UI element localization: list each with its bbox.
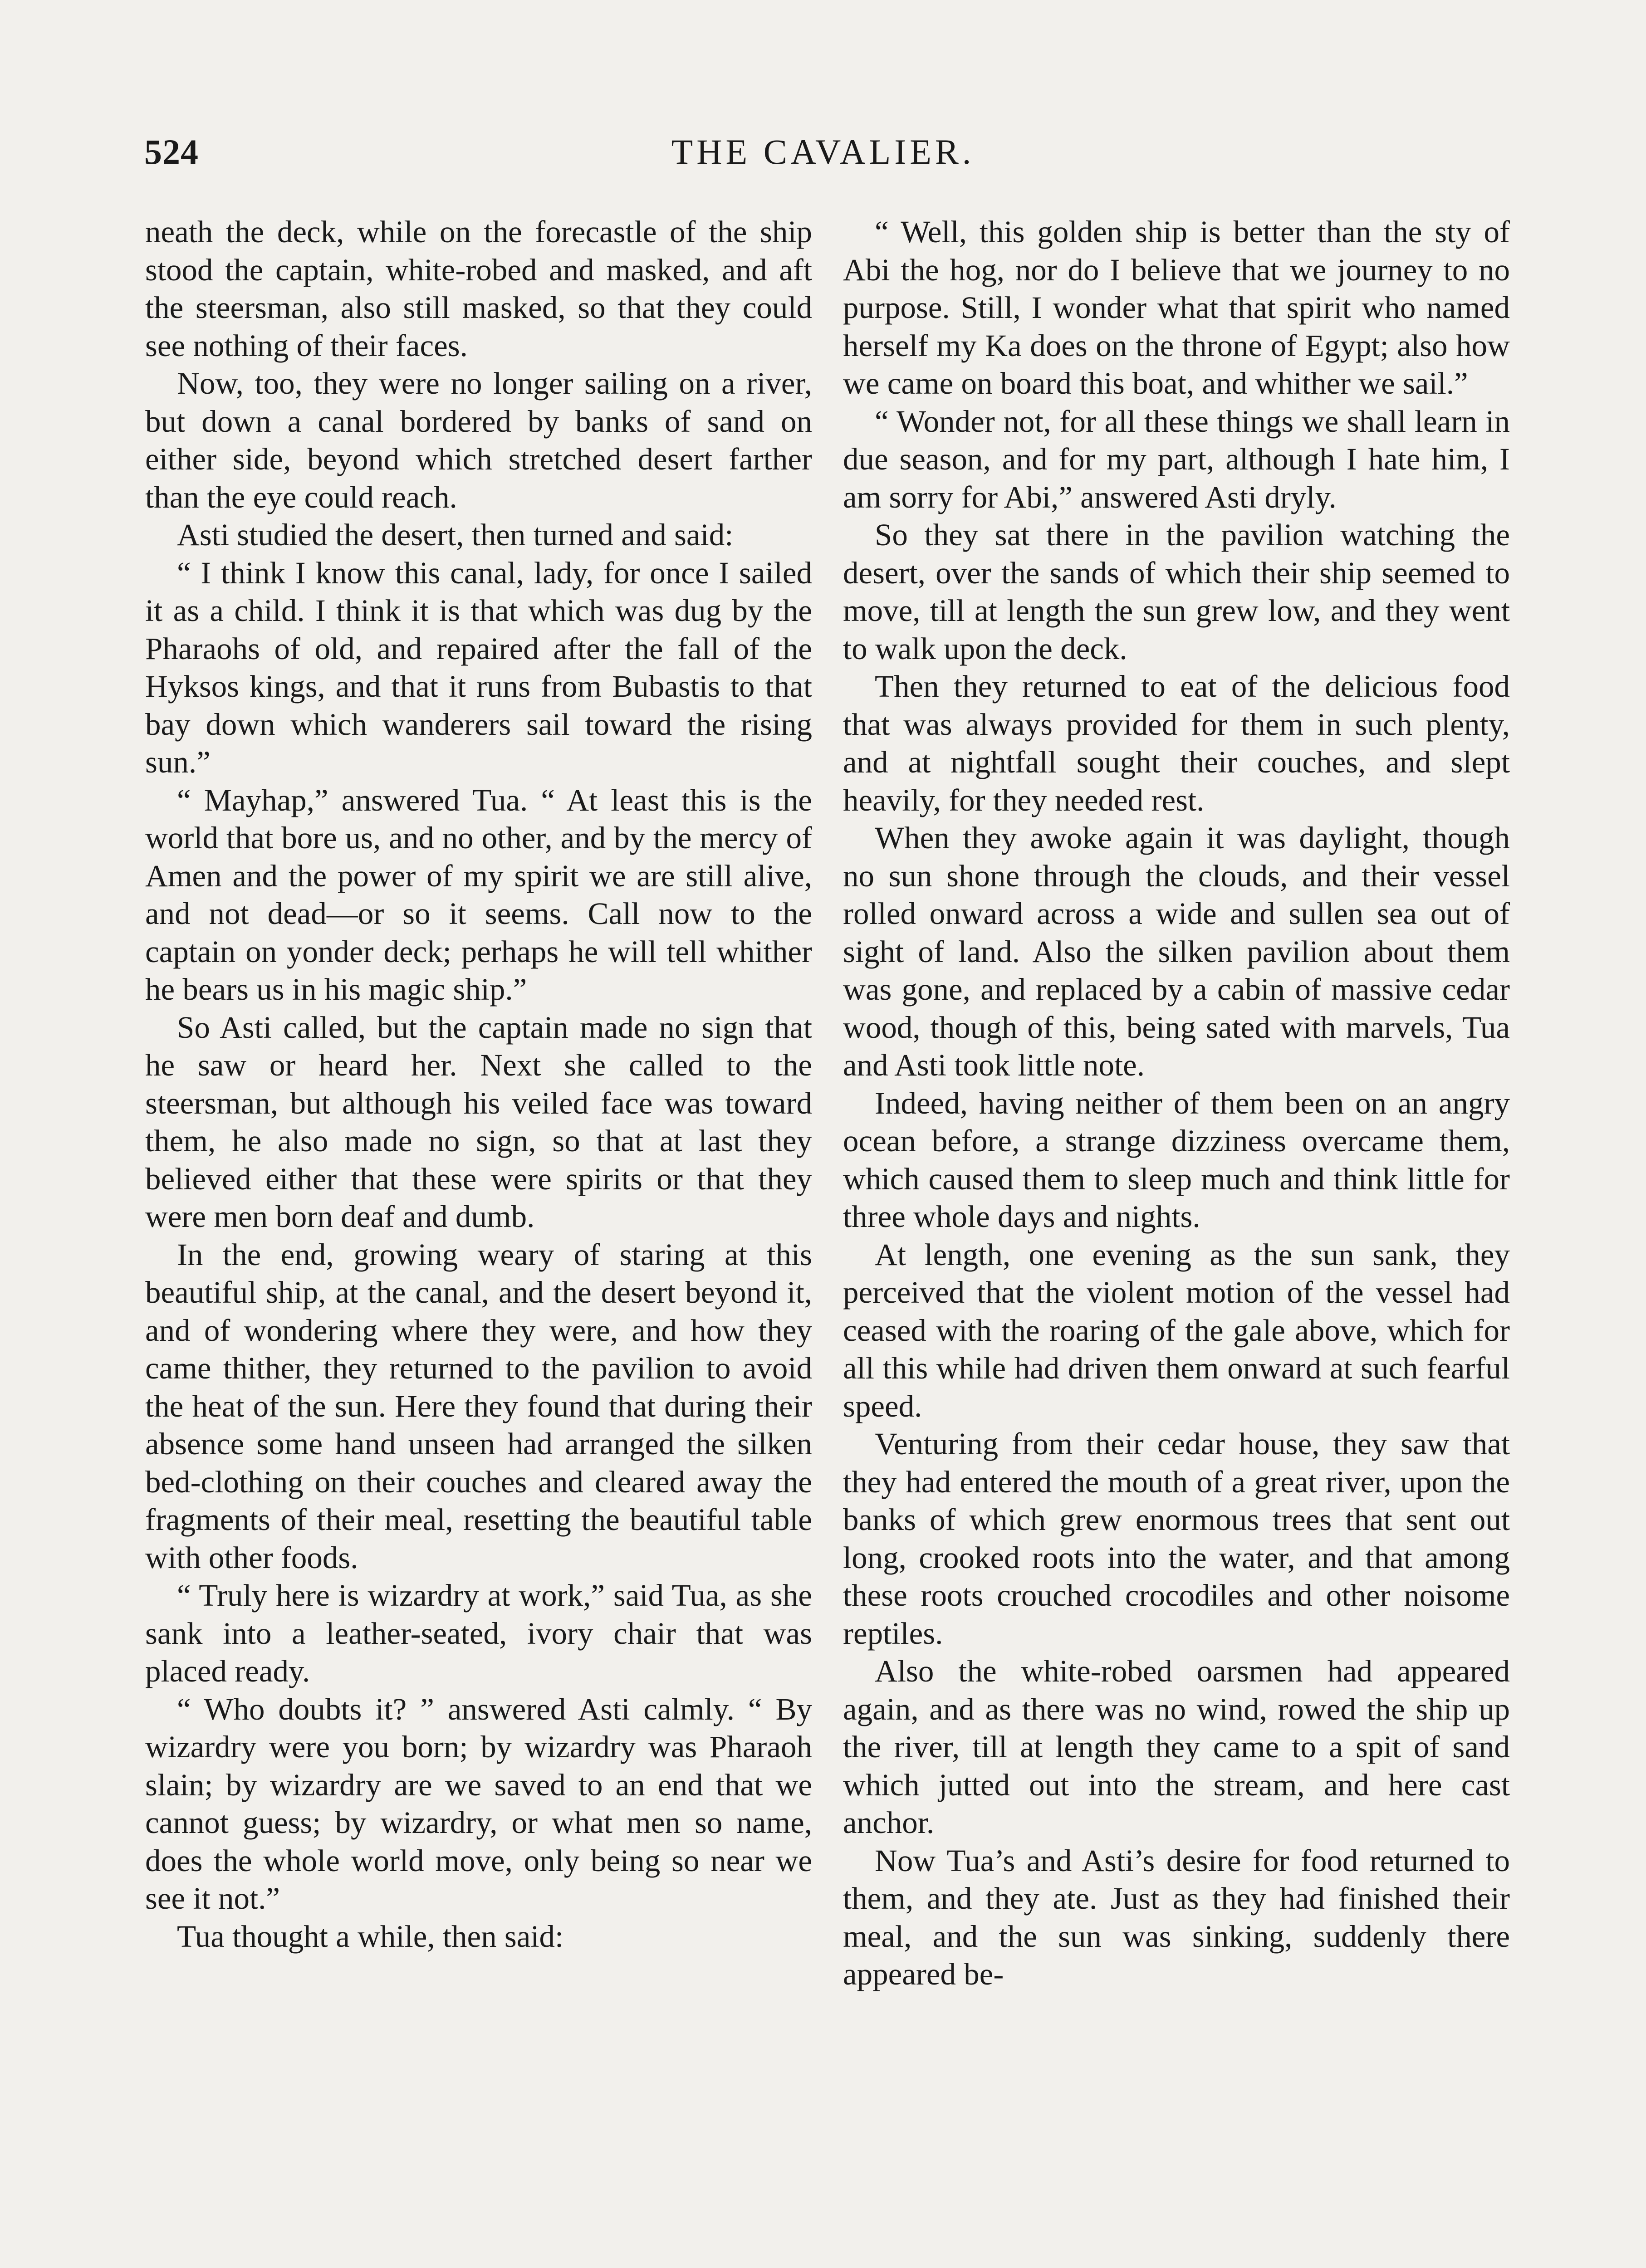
paragraph: Venturing from their cedar house, they saw that they had entered the mouth of a great river, upon the banks of which grew enormous trees that sent out long, crooked roots into the water, and that among these roots crouched crocodiles and other noisome reptiles. [843, 1427, 1510, 1651]
left-column [145, 213, 812, 1955]
paragraph: At length, one evening as the sun sank, they perceived that the violent motion of the vessel had ceased with the roaring of the gale above, which for all this while had driven them onward at such fearful speed. [843, 1237, 1510, 1423]
paragraph: “ Truly here is wizardry at work,” said Tua, as she sank into a leather-seated, ivory chair that was placed ready. [145, 1578, 812, 1688]
paragraph: When they awoke again it was daylight, though no sun shone through the clouds, and their vessel rolled onward across a wide and sullen sea out of sight of land. Also the silken pavilion about them was gone, and replaced by a cabin of massive cedar wood, though of this, being sated with marvels, Tua and Asti took little note. [843, 821, 1510, 1082]
paragraph: “ Wonder not, for all these things we shall learn in due season, and for my part, although I hate him, I am sorry for Abi,” answered Asti dryly. [843, 404, 1510, 514]
paragraph: So Asti called, but the captain made no sign that he saw or heard her. Next she called to the steersman, but although his veiled face was toward them, he also made no sign, so that at last they believed either that these were spirits or that they were men born deaf and dumb. [145, 1010, 812, 1234]
paragraph: “ I think I know this canal, lady, for once I sailed it as a child. I think it is that which was dug by the Pharaohs of old, and repaired after the fall of the Hyksos kings, and that it runs from Bubastis to that bay down which wanderers sail toward the rising sun.” [145, 555, 812, 779]
paragraph: Also the white-robed oarsmen had appeared again, and as there was no wind, rowed the ship up the river, till at length they came to a spit of sand which jutted out into the stream, and here cast anchor. [843, 1654, 1510, 1840]
paragraph: Then they returned to eat of the delicious food that was always provided for them in such plenty, and at nightfall sought their couches, and slept heavily, for they needed rest. [843, 669, 1510, 817]
page-number: 524 [144, 132, 199, 171]
paragraph: Now Tua’s and Asti’s desire for food returned to them, and they ate. Just as they had finished their meal, and the sun was sinking, suddenly there appeared be- [843, 1843, 1510, 1991]
page-header [0, 132, 1646, 186]
paragraph: Asti studied the desert, then turned and said: [177, 518, 734, 552]
paragraph: “ Well, this golden ship is better than the sty of Abi the hog, nor do I believe that we journey to no purpose. Still, I wonder what that spirit who named herself my Ka does on the throne of Egypt; also how we came on board this boat, and whither we sail.” [843, 215, 1510, 401]
running-title: THE CAVALIER. [671, 132, 975, 171]
paragraph: neath the deck, while on the forecastle of the ship stood the captain, white-robed and masked, and aft the steersman, also still masked, so that they could see nothing of their faces. [145, 215, 812, 363]
right-column [843, 213, 1510, 1994]
paragraph: In the end, growing weary of staring at this beautiful ship, at the canal, and the desert beyond it, and of wondering where they were, and how they came thither, they returned to the pavilion to avoid the heat of the sun. Here they found that during their absence some hand unseen had arranged the silken bed-clothing on their couches and cleared away the fragments of their meal, resetting the beautiful table with other foods. [145, 1237, 812, 1575]
paragraph: Tua thought a while, then said: [177, 1919, 564, 1954]
paragraph: “ Who doubts it? ” answered Asti calmly. “ By wizardry were you born; by wizardry was Pharaoh slain; by wizardry are we saved to an end that we cannot guess; by wizardry, or what men so name, does the whole world move, only being so near we see it not.” [145, 1691, 812, 1916]
paragraph: So they sat there in the pavilion watching the desert, over the sands of which their ship seemed to move, till at length the sun grew low, and they went to walk upon the deck. [843, 518, 1510, 666]
paragraph: Now, too, they were no longer sailing on a river, but down a canal bordered by banks of sand on either side, beyond which stretched desert farther than the eye could reach. [145, 366, 812, 514]
paragraph: Indeed, having neither of them been on an angry ocean before, a strange dizziness overcame them, which caused them to sleep much and think little for three whole days and nights. [843, 1085, 1510, 1234]
paragraph: “ Mayhap,” answered Tua. “ At least this is the world that bore us, and no other, and by the mercy of Amen and the power of my spirit we are still alive, and not dead—or so it seems. Call now to the captain on yonder deck; perhaps he will tell whither he bears us in his magic ship.” [145, 782, 812, 1007]
